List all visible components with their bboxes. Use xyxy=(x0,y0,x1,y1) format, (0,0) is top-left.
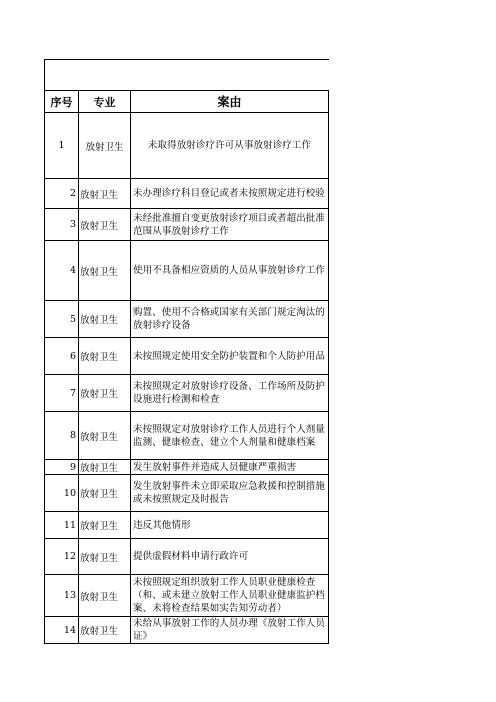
row-number[interactable]: 3 xyxy=(45,209,79,241)
table-row xyxy=(45,460,329,475)
row-specialty[interactable]: 放射卫生 xyxy=(79,179,131,209)
row-number[interactable]: 10 xyxy=(45,475,79,512)
row-number[interactable]: 11 xyxy=(45,512,79,539)
row-number[interactable]: 14 xyxy=(45,617,79,644)
table-row xyxy=(45,617,329,644)
table-row xyxy=(45,575,329,617)
table-row xyxy=(45,512,329,539)
row-reason[interactable]: 未按照规定组织放射工作人员职业健康检查（和、或未建立放射工作人员职业健康监护档案、未将检查结果如实告知劳动者） xyxy=(131,575,329,617)
row-specialty[interactable]: 放射卫生 xyxy=(79,301,131,338)
row-specialty[interactable]: 放射卫生 xyxy=(79,412,131,460)
row-number[interactable]: 7 xyxy=(45,375,79,412)
row-specialty[interactable]: 放射卫生 xyxy=(79,209,131,241)
row-specialty[interactable]: 放射卫生 xyxy=(79,539,131,575)
row-reason[interactable]: 购置、使用不合格或国家有关部门规定淘汰的放射诊疗设备 xyxy=(131,301,329,338)
row-number[interactable]: 12 xyxy=(45,539,79,575)
row-specialty[interactable]: 放射卫生 xyxy=(79,460,131,475)
row-reason[interactable]: 发生放射事件未立即采取应急救援和控制措施或未按照规定及时报告 xyxy=(131,475,329,512)
row-specialty[interactable]: 放射卫生 xyxy=(79,475,131,512)
row-reason[interactable]: 未办理诊疗科目登记或者未按照规定进行校验 xyxy=(131,179,329,209)
row-reason[interactable]: 提供虚假材料申请行政许可 xyxy=(131,539,329,575)
row-specialty[interactable]: 放射卫生 xyxy=(79,575,131,617)
row-specialty[interactable]: 放射卫生 xyxy=(79,617,131,644)
row-number[interactable]: 9 xyxy=(45,460,79,475)
row-specialty[interactable]: 放射卫生 xyxy=(79,113,131,179)
table-row xyxy=(45,113,329,179)
spreadsheet xyxy=(44,59,328,644)
row-reason[interactable]: 未按照规定对放射诊疗工作人员进行个人剂量监测、健康检查、建立个人剂量和健康档案 xyxy=(131,412,329,460)
row-reason[interactable]: 违反其他情形 xyxy=(131,512,329,539)
row-number[interactable]: 6 xyxy=(45,338,79,375)
row-reason[interactable]: 未经批准擅自变更放射诊疗项目或者超出批准范围从事放射诊疗工作 xyxy=(131,209,329,241)
row-reason[interactable]: 发生放射事件并造成人员健康严重损害 xyxy=(131,460,329,475)
row-number[interactable]: 1 xyxy=(45,113,79,179)
row-number[interactable]: 8 xyxy=(45,412,79,460)
row-specialty[interactable]: 放射卫生 xyxy=(79,338,131,375)
table-row xyxy=(45,241,329,301)
case-table xyxy=(44,59,329,644)
row-number[interactable]: 5 xyxy=(45,301,79,338)
row-reason[interactable]: 未给从事放射工作的人员办理《放射工作人员证》 xyxy=(131,617,329,644)
header-row xyxy=(45,91,329,113)
table-row xyxy=(45,179,329,209)
row-reason[interactable]: 未按照规定对放射诊疗设备、工作场所及防护设施进行检测和检查 xyxy=(131,375,329,412)
header-index[interactable]: 序号 xyxy=(45,91,79,113)
table-row xyxy=(45,301,329,338)
header-specialty[interactable]: 专业 xyxy=(79,91,131,113)
table-row xyxy=(45,338,329,375)
table-row xyxy=(45,412,329,460)
row-specialty[interactable]: 放射卫生 xyxy=(79,375,131,412)
row-reason[interactable]: 未取得放射诊疗许可从事放射诊疗工作 xyxy=(131,113,329,179)
header-reason[interactable]: 案由 xyxy=(131,91,329,113)
table-row xyxy=(45,475,329,512)
row-number[interactable]: 4 xyxy=(45,241,79,301)
row-number[interactable]: 2 xyxy=(45,179,79,209)
table-row xyxy=(45,209,329,241)
row-specialty[interactable]: 放射卫生 xyxy=(79,512,131,539)
row-reason[interactable]: 使用不具备相应资质的人员从事放射诊疗工作 xyxy=(131,241,329,301)
row-number[interactable]: 13 xyxy=(45,575,79,617)
table-row xyxy=(45,375,329,412)
table-row xyxy=(45,539,329,575)
row-specialty[interactable]: 放射卫生 xyxy=(79,241,131,301)
title-row xyxy=(45,60,329,91)
row-reason[interactable]: 未按照规定使用安全防护装置和个人防护用品 xyxy=(131,338,329,375)
table-title[interactable] xyxy=(45,60,329,91)
